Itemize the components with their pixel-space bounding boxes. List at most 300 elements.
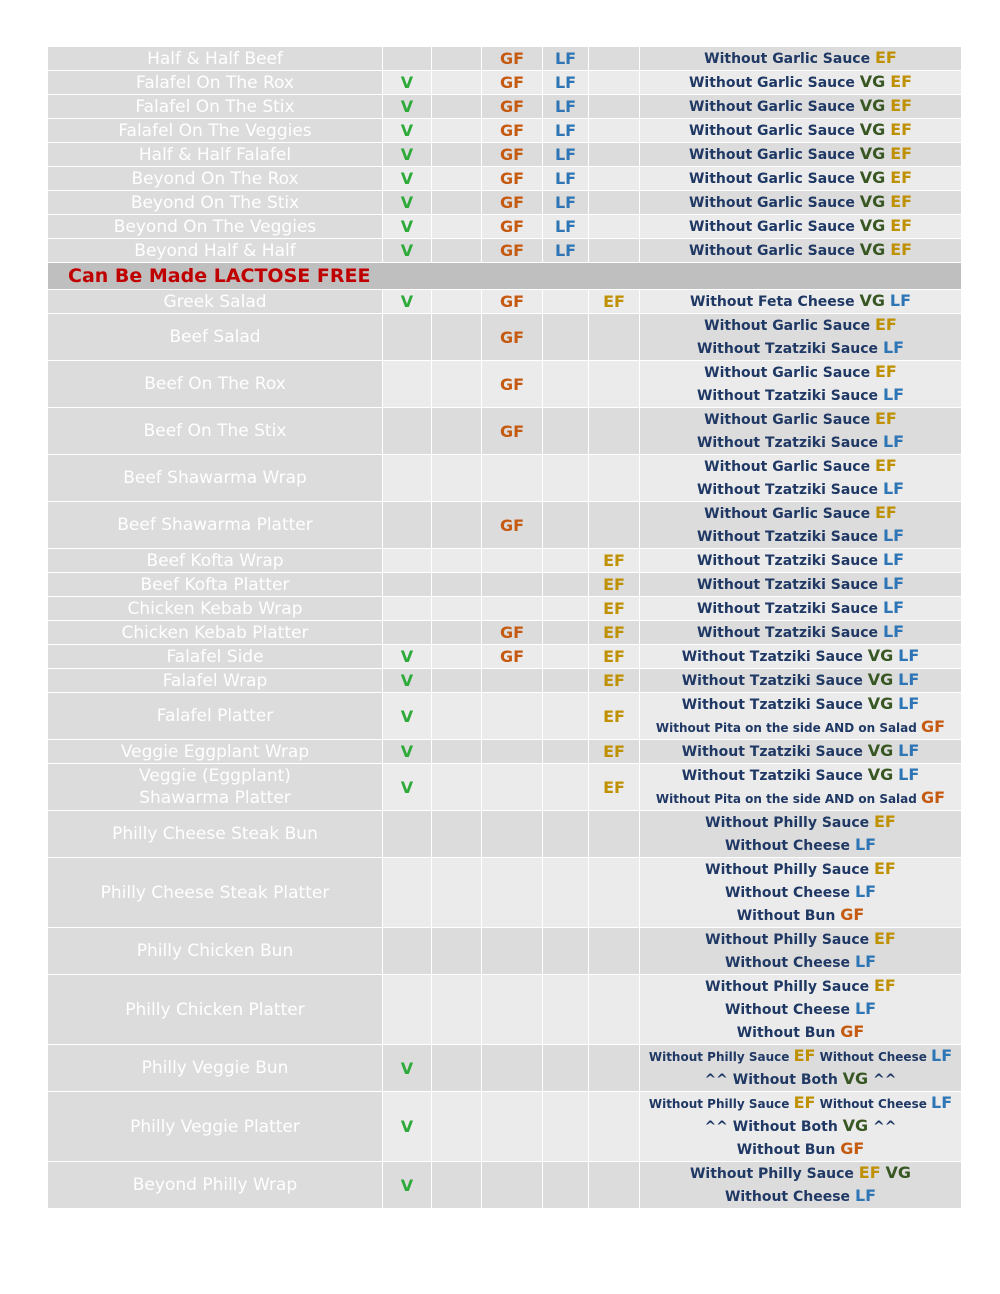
modification-notes xyxy=(640,361,962,408)
diet-badge: EF xyxy=(890,240,913,259)
lf-badge: LF xyxy=(554,73,577,92)
diet-badge: LF xyxy=(931,1093,953,1112)
ef-tag xyxy=(589,47,640,71)
ef-tag xyxy=(589,693,640,740)
note-text: Without Pita on the side AND on Salad xyxy=(655,721,922,735)
note-line xyxy=(640,1045,961,1068)
note-line xyxy=(640,597,961,620)
table-row xyxy=(48,71,962,95)
modification-notes xyxy=(640,1162,962,1209)
note-line xyxy=(640,1162,961,1185)
v-tag xyxy=(383,314,432,361)
note-line xyxy=(640,573,961,596)
gf-tag xyxy=(482,314,543,361)
v-badge: V xyxy=(400,292,414,311)
note-text: ^^ Without Both xyxy=(704,1072,843,1088)
diet-badge: LF xyxy=(854,1186,877,1205)
lf-tag xyxy=(543,740,589,764)
table-row xyxy=(48,764,962,811)
item-name-line: Beef Shawarma Platter xyxy=(117,515,313,535)
gf-tag xyxy=(482,740,543,764)
ef-badge: EF xyxy=(603,623,625,642)
gf-badge: GF xyxy=(499,121,525,140)
note-line xyxy=(640,408,961,431)
modification-notes xyxy=(640,502,962,549)
note-text: Without Philly Sauce xyxy=(705,932,874,948)
lf-badge: LF xyxy=(554,121,577,140)
modification-notes xyxy=(640,143,962,167)
item-name-line: Falafel Platter xyxy=(156,706,274,726)
ef-tag xyxy=(589,314,640,361)
diet-badge: EF xyxy=(793,1046,816,1065)
note-text: Without Cheese xyxy=(815,1050,932,1064)
table-row xyxy=(48,361,962,408)
table-row xyxy=(48,191,962,215)
ef-tag xyxy=(589,119,640,143)
empty-cell xyxy=(432,1162,482,1209)
gf-tag xyxy=(482,693,543,740)
item-name xyxy=(48,975,383,1045)
ef-tag xyxy=(589,764,640,811)
item-name-line: Philly Veggie Platter xyxy=(130,1116,300,1137)
note-line xyxy=(640,834,961,857)
modification-notes xyxy=(640,47,962,71)
note-text: Without Garlic Sauce xyxy=(704,318,875,334)
modification-notes xyxy=(640,167,962,191)
v-tag xyxy=(383,811,432,858)
lf-tag xyxy=(543,239,589,263)
note-text: Without Philly Sauce xyxy=(648,1097,794,1111)
note-line xyxy=(640,1068,961,1091)
item-name xyxy=(48,95,383,119)
item-name xyxy=(48,1092,383,1162)
v-badge: V xyxy=(400,671,414,690)
empty-cell xyxy=(432,143,482,167)
empty-cell xyxy=(432,1045,482,1092)
empty-cell xyxy=(432,1092,482,1162)
note-line xyxy=(640,1021,961,1044)
note-text: Without Tzatziki Sauce xyxy=(681,768,868,784)
diet-badge: VG xyxy=(885,1163,912,1182)
lf-tag xyxy=(543,693,589,740)
v-tag xyxy=(383,975,432,1045)
lf-badge: LF xyxy=(554,49,577,68)
gf-tag xyxy=(482,549,543,573)
note-line xyxy=(640,47,961,70)
note-line xyxy=(640,191,961,214)
ef-tag xyxy=(589,143,640,167)
diet-badge: LF xyxy=(854,999,877,1018)
diet-badge: LF xyxy=(854,882,877,901)
modification-notes xyxy=(640,455,962,502)
gf-tag xyxy=(482,928,543,975)
modification-notes xyxy=(640,621,962,645)
note-text: Without Tzatziki Sauce xyxy=(696,341,883,357)
modification-notes xyxy=(640,811,962,858)
ef-tag xyxy=(589,71,640,95)
item-name-line: Beyond On The Stix xyxy=(130,192,300,213)
gf-tag xyxy=(482,47,543,71)
ef-tag xyxy=(589,502,640,549)
ef-tag xyxy=(589,645,640,669)
v-tag xyxy=(383,290,432,314)
gf-tag xyxy=(482,669,543,693)
note-line xyxy=(640,431,961,454)
table-row xyxy=(48,669,962,693)
note-text: Without Philly Sauce xyxy=(705,979,874,995)
lf-tag xyxy=(543,408,589,455)
diet-badge: EF xyxy=(874,362,897,381)
modification-notes xyxy=(640,95,962,119)
ef-tag xyxy=(589,408,640,455)
diet-badge: EF xyxy=(890,72,913,91)
diet-badge: GF xyxy=(921,717,946,736)
gf-tag xyxy=(482,361,543,408)
gf-badge: GF xyxy=(499,169,525,188)
v-tag xyxy=(383,408,432,455)
v-tag xyxy=(383,573,432,597)
section-title: Can Be Made LACTOSE FREE xyxy=(68,265,371,287)
v-tag xyxy=(383,1162,432,1209)
note-text: Without Garlic Sauce xyxy=(688,147,860,163)
modification-notes xyxy=(640,71,962,95)
diet-badge: LF xyxy=(898,741,920,760)
lf-badge: LF xyxy=(554,169,577,188)
diet-badge: EF xyxy=(873,929,896,948)
item-name xyxy=(48,669,383,693)
table-row xyxy=(48,290,962,314)
diet-badge: GF xyxy=(840,905,865,924)
note-text: Without Tzatziki Sauce xyxy=(696,577,883,593)
note-line xyxy=(640,361,961,384)
v-badge: V xyxy=(400,742,414,761)
note-text: Without Bun xyxy=(736,1142,841,1158)
lf-tag xyxy=(543,1092,589,1162)
empty-cell xyxy=(432,71,482,95)
table-row xyxy=(48,928,962,975)
item-name xyxy=(48,645,383,669)
diet-badge: LF xyxy=(931,1046,953,1065)
note-line xyxy=(640,1138,961,1161)
empty-cell xyxy=(432,408,482,455)
diet-badge: VG xyxy=(859,240,886,259)
empty-cell xyxy=(432,928,482,975)
note-text: Without Garlic Sauce xyxy=(688,195,860,211)
note-text: ^^ Without Both xyxy=(704,1119,843,1135)
note-line xyxy=(640,881,961,904)
item-name-line: Veggie (Eggplant) xyxy=(139,766,291,786)
note-line xyxy=(640,290,961,313)
gf-tag xyxy=(482,858,543,928)
modification-notes xyxy=(640,975,962,1045)
gf-tag xyxy=(482,290,543,314)
note-line xyxy=(640,669,961,692)
ef-tag xyxy=(589,455,640,502)
note-text: Without Cheese xyxy=(724,955,855,971)
note-text: Without Philly Sauce xyxy=(689,1166,859,1182)
gf-badge: GF xyxy=(499,421,525,441)
item-name-line: Beef Kofta Wrap xyxy=(146,550,284,571)
lf-tag xyxy=(543,119,589,143)
note-text: Without Philly Sauce xyxy=(705,815,874,831)
note-line xyxy=(640,167,961,190)
diet-badge: VG xyxy=(859,96,886,115)
note-text: Without Cheese xyxy=(724,1189,855,1205)
note-text: Without Cheese xyxy=(724,1002,855,1018)
lf-tag xyxy=(543,1162,589,1209)
diet-badge: VG xyxy=(867,765,894,784)
item-name-line: Beyond Philly Wrap xyxy=(132,1175,298,1195)
item-name xyxy=(48,693,383,740)
lf-tag xyxy=(543,290,589,314)
diet-badge: LF xyxy=(882,622,905,641)
item-name-line: Beef On The Rox xyxy=(144,374,286,394)
gf-tag xyxy=(482,1045,543,1092)
table-row xyxy=(48,693,962,740)
note-line xyxy=(640,787,961,810)
allergen-menu-table xyxy=(47,46,962,1209)
ef-tag xyxy=(589,1162,640,1209)
item-name xyxy=(48,573,383,597)
lf-tag xyxy=(543,621,589,645)
v-tag xyxy=(383,455,432,502)
diet-badge: EF xyxy=(890,216,913,235)
note-text: Without Garlic Sauce xyxy=(688,219,860,235)
note-text: Without Tzatziki Sauce xyxy=(696,529,883,545)
lf-tag xyxy=(543,811,589,858)
item-name xyxy=(48,811,383,858)
gf-tag xyxy=(482,597,543,621)
lf-tag xyxy=(543,549,589,573)
v-tag xyxy=(383,95,432,119)
note-text: Without Garlic Sauce xyxy=(688,243,860,259)
diet-badge: EF xyxy=(890,96,913,115)
lf-tag xyxy=(543,645,589,669)
gf-badge: GF xyxy=(499,292,525,311)
gf-tag xyxy=(482,191,543,215)
modification-notes xyxy=(640,239,962,263)
item-name xyxy=(48,71,383,95)
item-name-line: Chicken Kebab Wrap xyxy=(127,598,303,619)
ef-badge: EF xyxy=(603,706,625,726)
note-text: Without Tzatziki Sauce xyxy=(696,388,883,404)
gf-tag xyxy=(482,215,543,239)
note-line xyxy=(640,904,961,927)
note-text: Without Philly Sauce xyxy=(648,1050,794,1064)
v-tag xyxy=(383,549,432,573)
diet-badge: VG xyxy=(842,1116,869,1135)
v-tag xyxy=(383,669,432,693)
diet-badge: LF xyxy=(854,835,877,854)
v-tag xyxy=(383,215,432,239)
v-badge: V xyxy=(400,1117,414,1136)
table-row xyxy=(48,143,962,167)
note-line xyxy=(640,811,961,834)
v-tag xyxy=(383,693,432,740)
lf-tag xyxy=(543,858,589,928)
table-row xyxy=(48,95,962,119)
item-name xyxy=(48,119,383,143)
note-line xyxy=(640,858,961,881)
diet-badge: LF xyxy=(898,694,920,713)
lf-tag xyxy=(543,167,589,191)
v-tag xyxy=(383,71,432,95)
gf-tag xyxy=(482,573,543,597)
lf-tag xyxy=(543,314,589,361)
note-line xyxy=(640,119,961,142)
modification-notes xyxy=(640,693,962,740)
item-name xyxy=(48,191,383,215)
note-text: Without Tzatziki Sauce xyxy=(681,697,868,713)
lf-tag xyxy=(543,143,589,167)
item-name-line: Beyond On The Veggies xyxy=(113,216,317,237)
lf-badge: LF xyxy=(554,193,577,212)
diet-badge: LF xyxy=(882,550,905,569)
v-badge: V xyxy=(400,1058,414,1078)
section-row xyxy=(48,263,962,290)
note-line xyxy=(640,645,961,668)
gf-tag xyxy=(482,167,543,191)
lf-tag xyxy=(543,573,589,597)
gf-tag xyxy=(482,239,543,263)
lf-tag xyxy=(543,95,589,119)
diet-badge: VG xyxy=(867,741,894,760)
lf-tag xyxy=(543,764,589,811)
empty-cell xyxy=(432,740,482,764)
item-name xyxy=(48,858,383,928)
note-line xyxy=(640,549,961,572)
item-name-line: Falafel On The Stix xyxy=(135,96,295,117)
item-name-line: Beef Shawarma Wrap xyxy=(123,468,307,488)
gf-tag xyxy=(482,119,543,143)
diet-badge: LF xyxy=(882,385,905,404)
diet-badge: GF xyxy=(840,1139,865,1158)
note-text: Without Garlic Sauce xyxy=(688,75,860,91)
diet-badge: VG xyxy=(867,646,894,665)
modification-notes xyxy=(640,645,962,669)
v-tag xyxy=(383,621,432,645)
diet-badge: LF xyxy=(882,598,905,617)
lf-tag xyxy=(543,361,589,408)
modification-notes xyxy=(640,119,962,143)
note-line xyxy=(640,337,961,360)
empty-cell xyxy=(432,764,482,811)
lf-badge: LF xyxy=(554,217,577,236)
item-name xyxy=(48,502,383,549)
note-text: Without Tzatziki Sauce xyxy=(696,601,883,617)
item-name-line: Beef Kofta Platter xyxy=(140,574,290,595)
item-name-line: Veggie Eggplant Wrap xyxy=(120,741,310,762)
item-name-line: Beef On The Stix xyxy=(143,421,287,441)
empty-cell xyxy=(432,669,482,693)
ef-badge: EF xyxy=(603,671,625,690)
item-name-line: Philly Chicken Platter xyxy=(125,999,305,1020)
item-name-line: Falafel Wrap xyxy=(162,670,268,691)
diet-badge: EF xyxy=(873,859,896,878)
v-tag xyxy=(383,47,432,71)
ef-tag xyxy=(589,215,640,239)
gf-badge: GF xyxy=(499,515,525,535)
ef-tag xyxy=(589,975,640,1045)
item-name xyxy=(48,764,383,811)
gf-badge: GF xyxy=(499,97,525,116)
modification-notes xyxy=(640,740,962,764)
note-line xyxy=(640,143,961,166)
empty-cell xyxy=(432,455,482,502)
modification-notes xyxy=(640,858,962,928)
diet-badge: VG xyxy=(859,192,886,211)
v-tag xyxy=(383,191,432,215)
diet-badge: EF xyxy=(874,409,897,428)
gf-badge: GF xyxy=(499,647,525,666)
v-badge: V xyxy=(400,647,414,666)
v-badge: V xyxy=(400,73,414,92)
table-row xyxy=(48,1092,962,1162)
table-row xyxy=(48,1162,962,1209)
item-name xyxy=(48,47,383,71)
empty-cell xyxy=(432,975,482,1045)
item-name xyxy=(48,1045,383,1092)
item-name-line: Philly Cheese Steak Platter xyxy=(100,882,330,903)
lf-tag xyxy=(543,597,589,621)
note-text: Without Tzatziki Sauce xyxy=(681,649,868,665)
gf-badge: GF xyxy=(499,217,525,236)
lf-tag xyxy=(543,502,589,549)
diet-badge: EF xyxy=(890,168,913,187)
table-row xyxy=(48,740,962,764)
gf-tag xyxy=(482,1092,543,1162)
table-row xyxy=(48,597,962,621)
v-tag xyxy=(383,645,432,669)
table-row xyxy=(48,573,962,597)
item-name xyxy=(48,597,383,621)
item-name-line: Falafel On The Veggies xyxy=(118,120,312,141)
note-text: Without Garlic Sauce xyxy=(704,365,875,381)
item-name-line: Half & Half Beef xyxy=(147,48,283,69)
section-cell xyxy=(48,263,962,290)
table-row xyxy=(48,502,962,549)
item-name-line: Beef Salad xyxy=(169,327,261,347)
gf-badge: GF xyxy=(499,241,525,260)
note-line xyxy=(640,95,961,118)
item-name xyxy=(48,455,383,502)
v-tag xyxy=(383,1092,432,1162)
modification-notes xyxy=(640,290,962,314)
gf-tag xyxy=(482,975,543,1045)
item-name-line: Greek Salad xyxy=(163,291,267,312)
empty-cell xyxy=(432,239,482,263)
table-row xyxy=(48,811,962,858)
section-header xyxy=(48,263,962,290)
v-badge: V xyxy=(400,217,414,236)
table-row xyxy=(48,621,962,645)
empty-cell xyxy=(432,290,482,314)
empty-cell xyxy=(432,858,482,928)
item-name xyxy=(48,361,383,408)
modification-notes xyxy=(640,1092,962,1162)
menu-rows-bottom xyxy=(48,290,962,1209)
gf-tag xyxy=(482,143,543,167)
ef-tag xyxy=(589,928,640,975)
lf-badge: LF xyxy=(554,145,577,164)
gf-tag xyxy=(482,1162,543,1209)
table-row xyxy=(48,645,962,669)
note-text: Without Garlic Sauce xyxy=(704,506,875,522)
v-tag xyxy=(383,1045,432,1092)
item-name-line: Philly Cheese Steak Bun xyxy=(112,824,318,844)
diet-badge: LF xyxy=(882,526,905,545)
diet-badge: EF xyxy=(793,1093,816,1112)
